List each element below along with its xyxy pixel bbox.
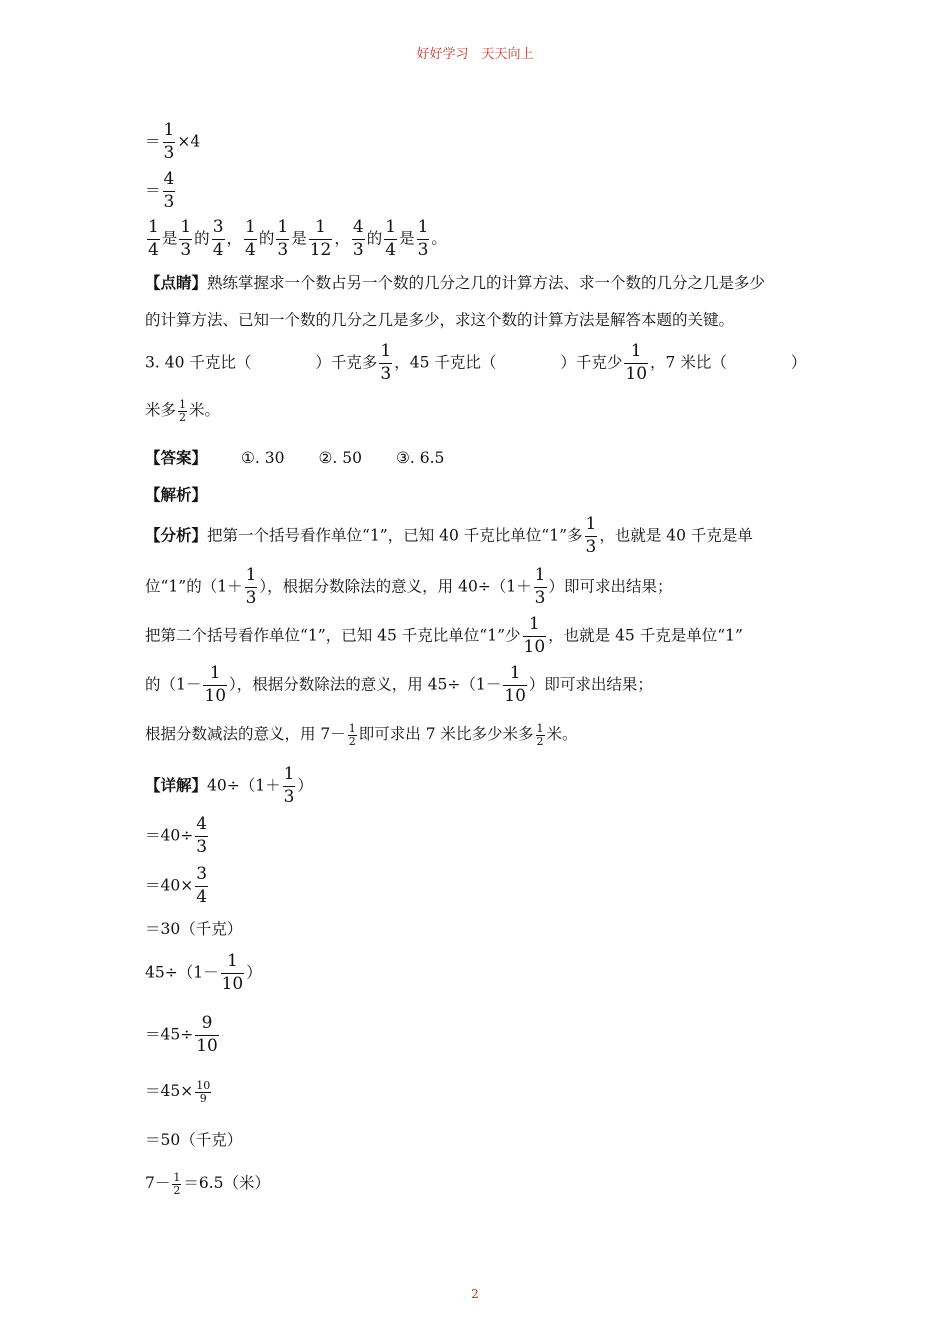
paragraph-text: 的计算方法、已知一个数的几分之几是多少，求这个数的计算方法是解答本题的关键。 xyxy=(145,311,735,329)
paragraph-text: 即可求出 7 米比多少米多 xyxy=(358,725,534,744)
fraction: $\frac{1}{4}$ xyxy=(148,217,159,260)
question-3-line-2 xyxy=(145,399,220,423)
fraction: $\frac{1}{3}$ xyxy=(163,120,175,163)
xiangjie-line-6 xyxy=(145,1015,221,1056)
xiangjie-line-7 xyxy=(145,1080,213,1104)
xiangjie-line-4 xyxy=(145,922,242,938)
fraction: $\frac{9}{10}$ xyxy=(196,1013,218,1056)
fraction: $\frac{1}{10}$ xyxy=(625,341,648,384)
paragraph-text: 熟练掌握求一个数占另一个数的几分之几的计算方法、求一个数的几分之几是多少 xyxy=(207,274,766,292)
expression-text: ） xyxy=(297,776,313,795)
fraction: $\frac{1}{2}$ xyxy=(179,398,187,424)
xiangjie-line-3 xyxy=(145,866,210,907)
calc-line-2 xyxy=(145,171,177,212)
question-text: ） xyxy=(790,353,807,372)
page-number: 2 xyxy=(471,1287,479,1301)
answer-1: ①. 30 xyxy=(241,449,285,467)
fraction: $\frac{1}{12}$ xyxy=(309,217,332,260)
text: 是 xyxy=(399,229,415,248)
text: 的 xyxy=(194,229,210,248)
paragraph-text: ）即可求出结果； xyxy=(548,577,673,596)
expression-text: ＝6.5（米） xyxy=(183,1174,271,1193)
paragraph-text: ，也就是 40 千克是单 xyxy=(599,526,753,545)
paragraph-text: ），根据分数除法的意义，用 45÷（1－ xyxy=(229,675,502,694)
fraction: $\frac{1}{3}$ xyxy=(180,217,192,260)
expression-text: ＝30（千克） xyxy=(145,920,243,938)
answer-3: ③. 6.5 xyxy=(395,449,445,467)
fenxi-line-5 xyxy=(145,723,578,747)
paragraph-text: ，也就是 45 千克是单位“1” xyxy=(548,626,743,645)
paragraph-text: 把第一个括号看作单位“1”，已知 40 千克比单位“1”多 xyxy=(207,526,583,545)
fraction: $\frac{3}{4}$ xyxy=(196,864,208,907)
text: 是 xyxy=(161,229,178,248)
fraction: $\frac{1}{10}$ xyxy=(504,663,526,706)
text: 的 xyxy=(366,229,383,248)
fraction-relations-line xyxy=(145,219,447,260)
section-label: 【答案】 xyxy=(145,448,208,467)
fenxi-line-1 xyxy=(145,516,753,557)
answer-2: ②. 50 xyxy=(318,449,362,467)
section-label: 【解析】 xyxy=(145,485,208,504)
fraction: $\frac{1}{10}$ xyxy=(523,614,546,657)
fraction: $\frac{1}{3}$ xyxy=(534,565,546,608)
expression-text: 40÷（1＋ xyxy=(207,776,281,795)
paragraph-text: ）即可求出结果； xyxy=(528,675,653,694)
fraction: $\frac{4}{3}$ xyxy=(163,169,175,212)
equals-sign: ＝ xyxy=(145,181,161,200)
fraction: $\frac{1}{2}$ xyxy=(173,1171,181,1197)
question-3-line-1 xyxy=(145,343,806,384)
text: 。 xyxy=(431,229,447,248)
fenxi-line-2 xyxy=(145,567,673,608)
fraction: $\frac{1}{3}$ xyxy=(417,217,429,260)
text: ， xyxy=(334,229,350,248)
expression-text: ＝50（千克） xyxy=(145,1131,243,1149)
xiangjie-line-8 xyxy=(145,1133,242,1149)
expression-text: ） xyxy=(246,963,262,982)
xiangjie-line-2 xyxy=(145,816,210,857)
xiangjie-line-5 xyxy=(145,953,262,994)
expression-text: ＝45× xyxy=(145,1082,194,1101)
fraction: $\frac{1}{4}$ xyxy=(385,217,397,260)
dianjing-line-1 xyxy=(145,275,765,292)
fraction: $\frac{1}{10}$ xyxy=(221,951,244,994)
text: ， xyxy=(226,229,243,248)
paragraph-text: 米。 xyxy=(546,725,578,744)
paragraph-text: ），根据分数除法的意义，用 40÷（1＋ xyxy=(259,577,532,596)
fenxi-line-4 xyxy=(145,665,653,706)
fraction: $\frac{1}{3}$ xyxy=(585,514,597,557)
section-label: 【分析】 xyxy=(145,525,208,545)
section-label: 【点睛】 xyxy=(145,273,208,292)
fraction: $\frac{1}{2}$ xyxy=(536,722,544,748)
question-text: 3. 40 千克比（ xyxy=(145,353,252,372)
expression-text: ＝40÷ xyxy=(145,826,194,845)
text: 是 xyxy=(291,229,307,248)
expression-text: ＝45÷ xyxy=(145,1025,194,1044)
question-text: ）千克少 xyxy=(560,353,623,372)
fraction: $\frac{3}{4}$ xyxy=(212,217,224,260)
fraction: $\frac{10}{9}$ xyxy=(196,1079,211,1105)
fraction: $\frac{1}{3}$ xyxy=(277,217,289,260)
fraction: $\frac{1}{3}$ xyxy=(245,565,257,608)
paragraph-text: 根据分数减法的意义，用 7－ xyxy=(145,725,346,744)
fraction: $\frac{1}{2}$ xyxy=(348,722,356,748)
section-label: 【详解】 xyxy=(145,775,208,795)
xiangjie-line-9 xyxy=(145,1172,270,1196)
dianjing-line-2 xyxy=(145,313,734,329)
expression-text: ×4 xyxy=(177,132,201,151)
fraction: $\frac{4}{3}$ xyxy=(196,814,208,857)
answer-line xyxy=(145,450,444,467)
question-text: ）千克多 xyxy=(315,353,378,372)
paragraph-text: 位“1”的（1＋ xyxy=(145,577,243,596)
fraction: $\frac{4}{3}$ xyxy=(352,217,364,260)
equals-sign: ＝ xyxy=(145,132,161,151)
question-text: 米。 xyxy=(189,401,221,420)
fraction: $\frac{1}{10}$ xyxy=(204,663,227,706)
fraction: $\frac{1}{4}$ xyxy=(245,217,256,260)
question-text: 米多 xyxy=(145,401,177,420)
fenxi-line-3 xyxy=(145,616,743,657)
question-text: ，45 千克比（ xyxy=(394,353,497,372)
paragraph-text: 的（1－ xyxy=(145,675,202,694)
text: 的 xyxy=(258,229,275,248)
page-header: 好好学习 天天向上 xyxy=(416,47,534,62)
jiexi-line xyxy=(145,487,207,504)
question-text: ，7 米比（ xyxy=(650,353,727,372)
calc-line-1 xyxy=(145,122,200,163)
paragraph-text: 把第二个括号看作单位“1”，已知 45 千克比单位“1”少 xyxy=(145,626,521,645)
expression-text: 45÷（1－ xyxy=(145,963,219,982)
fraction: $\frac{1}{3}$ xyxy=(380,341,392,384)
expression-text: 7－ xyxy=(145,1174,171,1193)
xiangjie-line-1 xyxy=(145,766,313,807)
expression-text: ＝40× xyxy=(145,876,194,895)
fraction: $\frac{1}{3}$ xyxy=(283,764,295,807)
